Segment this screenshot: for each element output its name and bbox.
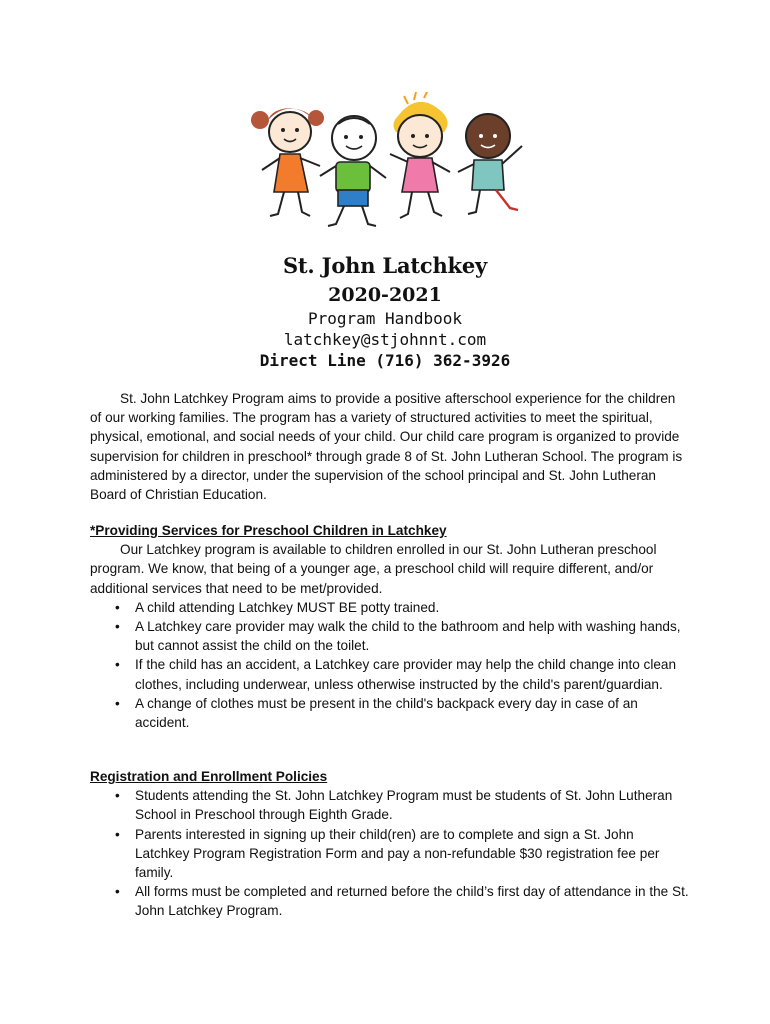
list-item: • A change of clothes must be present in the child's backpack every day in case of an accident. (135, 694, 690, 732)
intro-paragraph: St. John Latchkey Program aims to provide a positive afterschool experience for the children of our working families. The program has a variety of structured activities to meet the spiritual, physical, emotional, and social needs of your child. Our child care program is organized to provide supervision for children in preschool* through grade 8 of St. John Lutheran School. The program is administered by a director, under the supervision of the school principal and St. John Lutheran Board of Christian Education. (90, 391, 683, 503)
contact-email: latchkey@stjohnnt.com (283, 330, 487, 349)
list-item: • All forms must be completed and returned before the child’s first day of attendance in the St. John Latchkey Program. (135, 882, 690, 920)
list-item: • If the child has an accident, a Latchkey care provider may help the child change into clean clothes, including underwear, unless otherwise instructed by the child's parent/guardian. (135, 655, 690, 693)
kid-teal-shirt-figure (458, 114, 522, 214)
preschool-bullet-list (90, 598, 690, 732)
registration-heading: Registration and Enrollment Policies (90, 769, 328, 784)
preschool-heading: *Providing Services for Preschool Children in Latchkey (90, 523, 447, 538)
program-subtitle: Program Handbook (307, 309, 463, 328)
list-item: • Parents interested in signing up their child(ren) are to complete and sign a St. John Latchkey Program Registration Form and pay a non-refundable $30 registration fee per family. (135, 825, 690, 883)
kids-illustration (238, 92, 538, 232)
preschool-section (90, 521, 690, 732)
registration-section (90, 767, 690, 921)
registration-bullet-list (90, 786, 690, 920)
page-title: St. John Latchkey (282, 253, 488, 278)
list-item: • A Latchkey care provider may walk the child to the bathroom and help with washing hands, but cannot assist the child on the toilet. (135, 617, 690, 655)
contact-phone: Direct Line (716) 362-3926 (259, 351, 511, 370)
kid-girl-orange-figure (251, 108, 324, 216)
list-item: • Students attending the St. John Latchkey Program must be students of St. John Lutheran School in Preschool through Eighth Grade. (135, 786, 690, 824)
preschool-paragraph: Our Latchkey program is available to children enrolled in our St. John Lutheran preschool program. We know, that being of a younger age, a preschool child will require different, and/or additional services that need to be met/provided. (90, 542, 657, 596)
kid-boy-green-figure (320, 116, 386, 226)
program-years: 2020-2021 (328, 284, 442, 306)
kid-blonde-pink-figure (390, 92, 450, 218)
list-item: • A child attending Latchkey MUST BE potty trained. (135, 598, 690, 617)
title-block (0, 252, 770, 371)
